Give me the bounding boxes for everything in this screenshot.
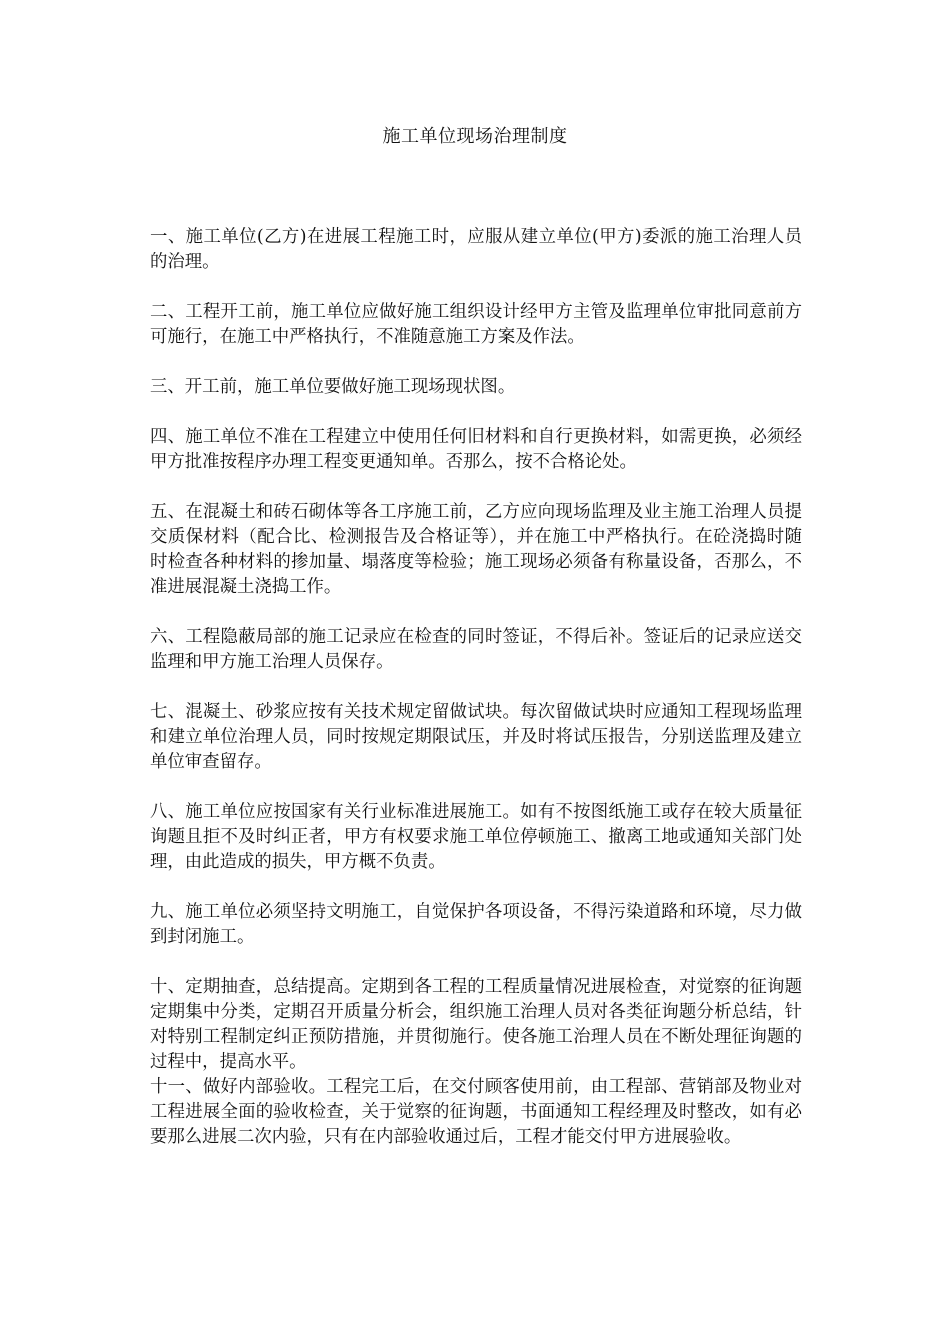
- paragraph-9: 九、施工单位必须坚持文明施工，自觉保护各项设备，不得污染道路和环境，尽力做到封闭施工。: [150, 902, 802, 947]
- document-title: 施工单位现场治理制度: [382, 126, 568, 147]
- paragraph-10: 十、定期抽查，总结提高。定期到各工程的工程质量情况进展检查，对觉察的征询题定期集中分类，定期召开质量分析会，组织施工治理人员对各类征询题分析总结，针对特别工程制定纠正预防措施，并贯彻施行。使各施工治理人员在不断处理征询题的过程中，提高水平。: [150, 977, 802, 1072]
- document-body: [150, 225, 802, 1150]
- paragraph-4: 四、施工单位不准在工程建立中使用任何旧材料和自行更换材料，如需更换，必须经甲方批准按程序办理工程变更通知单。否那么，按不合格论处。: [150, 427, 802, 472]
- paragraph-1: 一、施工单位(乙方)在进展工程施工时，应服从建立单位(甲方)委派的施工治理人员的治理。: [150, 227, 802, 272]
- paragraph-2: 二、工程开工前，施工单位应做好施工组织设计经甲方主管及监理单位审批同意前方可施行，在施工中严格执行，不准随意施工方案及作法。: [150, 302, 802, 347]
- paragraph-11: 十一、做好内部验收。工程完工后，在交付顾客使用前，由工程部、营销部及物业对工程进展全面的验收检查，关于觉察的征询题，书面通知工程经理及时整改，如有必要那么进展二次内验，只有在内部验收通过后，工程才能交付甲方进展验收。: [150, 1077, 802, 1147]
- paragraph-6: 六、工程隐蔽局部的施工记录应在检查的同时签证，不得后补。签证后的记录应送交监理和甲方施工治理人员保存。: [150, 627, 802, 672]
- paragraph-5: 五、在混凝土和砖石砌体等各工序施工前，乙方应向现场监理及业主施工治理人员提交质保材料（配合比、检测报告及合格证等），并在施工中严格执行。在砼浇捣时随时检查各种材料的掺加量、塌落度等检验；施工现场必须备有称量设备，否那么，不准进展混凝土浇捣工作。: [150, 502, 802, 597]
- paragraph-8: 八、施工单位应按国家有关行业标准进展施工。如有不按图纸施工或存在较大质量征询题且拒不及时纠正者，甲方有权要求施工单位停顿施工、撤离工地或通知关部门处理，由此造成的损失，甲方概不负责。: [150, 802, 802, 872]
- paragraph-7: 七、混凝土、砂浆应按有关技术规定留做试块。每次留做试块时应通知工程现场监理和建立单位治理人员，同时按规定期限试压，并及时将试压报告，分别送监理及建立单位审查留存。: [150, 702, 802, 772]
- paragraph-3: 三、开工前，施工单位要做好施工现场现状图。: [150, 377, 516, 397]
